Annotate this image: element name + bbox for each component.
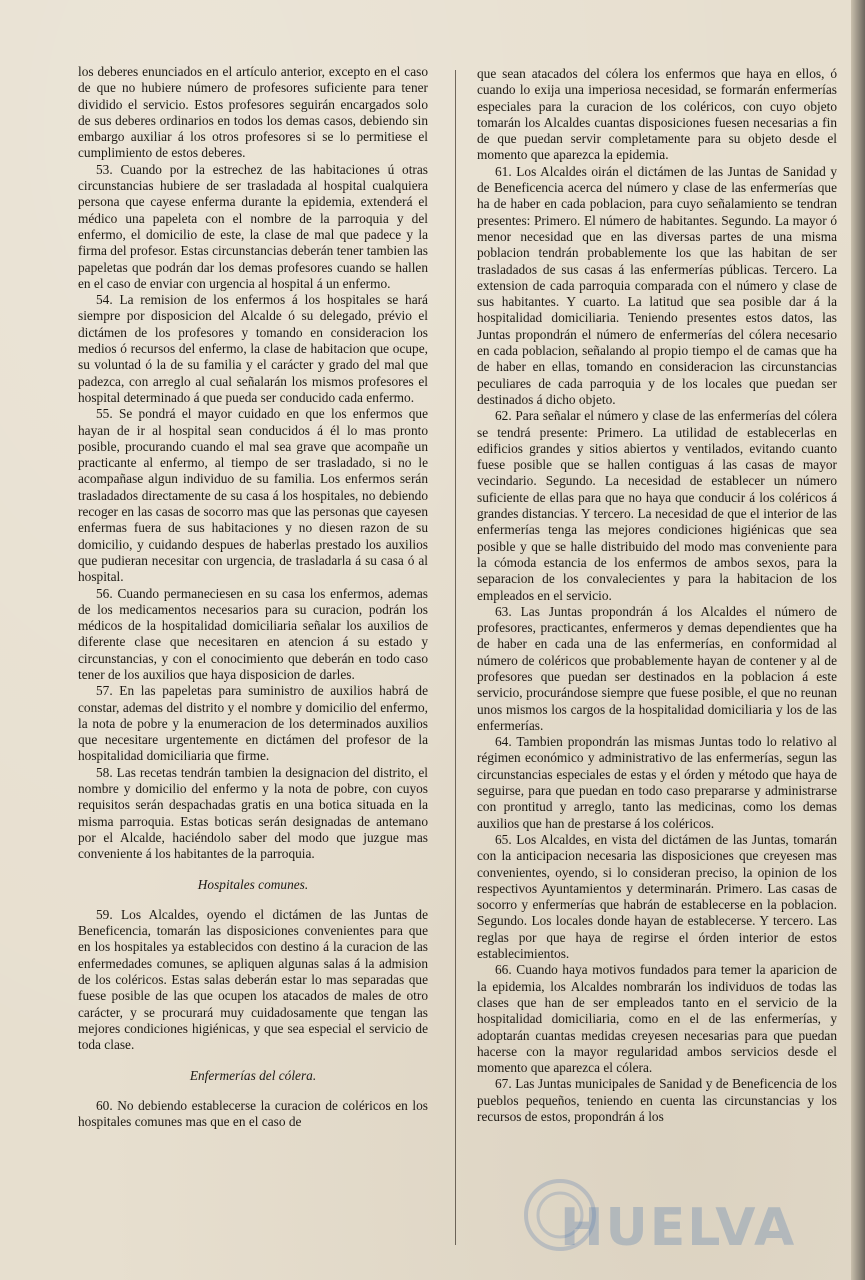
paragraph-55: 55. Se pondrá el mayor cuidado en que los enfermos que hayan de ir al hospital sean conducidos á él lo mas pronto posible, procurando cuando el mal sea grave que acompañe un practicante al enfermo, al tiempo de ser trasladado, si no le acompañase algun individuo de su familia. Los enfermos serán trasladados directamente de su casa á los hospitales, no debiendo recoger en las casas de socorro mas que las personas que cayesen enfermas fuera de sus habitaciones y no diesen razon de su domicilio, y cuidando despues de haberlas prestado los auxilios que pudieran necesitar con urgencia, de trasladarla á su casa ó al hospital. <box>78 406 428 585</box>
paragraph-62: 62. Para señalar el número y clase de las enfermerías del cólera se tendrá presente: Primero. La utilidad de establecerlas en edificios grandes y sitios abiertos y ventilados, evitando cuanto fuese posible que se hallen contiguas á las casas de mayor vecindario. Segundo. La necesidad de establecer un número suficiente de ellas para que no haya que conducir á los coléricos á grandes distancias. Y tercero. La necesidad de que el interior de las enfermerías tenga las mejores condiciones higiénicas que sea posible y que se halle distribuido del modo mas conveniente para la cómoda estancia de los enfermos de ambos sexos, para la separacion de los convalecientes y para la habitacion de los empleados en el servicio. <box>477 408 837 603</box>
paragraph-60: 60. No debiendo establecerse la curacion de coléricos en los hospitales comunes mas que en el caso de <box>78 1097 428 1130</box>
paragraph-58: 58. Las recetas tendrán tambien la designacion del distrito, el nombre y domicilio del enfermo y la nota de pobre, con cuyos requisitos serán despachadas gratis en una botica situada en la misma parroquia. Estas boticas serán designadas de antemano por el Alcalde, haciéndolo saber del modo que juzgue mas conveniente á los habitantes de la parroquia. <box>78 764 428 862</box>
paragraph-continuation: los deberes enunciados en el artículo anterior, excepto en el caso de que no hubiere número de profesores suficiente para tener dividido el servicio. Estos profesores seguirán encargados solo de sus deberes ordinarios en todos los demas casos, debiendo sin embargo auxiliar á los otros profesores si se lo permitiese el cumplimiento de estos deberes. <box>78 64 428 161</box>
watermark-text: HUELVA <box>560 1198 797 1258</box>
section-heading-enfermerias: Enfermerías del cólera. <box>189 1067 317 1083</box>
column-divider <box>455 70 456 1245</box>
paragraph-61: 61. Los Alcaldes oirán el dictámen de las Juntas de Sanidad y de Beneficencia acerca del número y clase de las enfermerías que ha de haber en cada poblacion, para cuyo señalamiento se tendran presentes: Primero. El número de habitantes. Segundo. La mayor ó menor necesidad que en las diversas partes de una misma poblacion tendrán probablemente los que las habitan de ser trasladados de sus casas á las enfermerías públicas. Tercero. La extension de cada parroquia comparada con el número y clase de sus habitantes. Y cuarto. La latitud que sea posible dar á la hospitalidad domiciliaria. Teniendo presentes estos datos, las Juntas propondrán el número de enfermerías del cólera necesario en cada poblacion, señalando al propio tiempo el de camas que ha de haber en ellas, tomando en consideracion las circunstancias peculiares de cada parroquia y de los locales que puedan ser destinados á dicho objeto. <box>477 163 837 407</box>
left-column <box>78 64 428 1254</box>
paragraph-54: 54. La remision de los enfermos á los hospitales se hará siempre por disposicion del Alcalde ó su delegado, prévio el dictámen de los profesores y tomando en consideracion los medios ó recursos del enfermo, la clase de habitacion que ocupe, su voluntad ó la de su familia y el carácter y grado del mal que padezca, con arreglo al cual señalarán los mismos profesores el hospital determinado á que pueda ser conducido cada enfermo. <box>78 292 428 405</box>
paragraph-53: 53. Cuando por la estrechez de las habitaciones ú otras circunstancias hubiere de ser trasladada al hospital cualquiera persona que cayese enferma durante la epidemia, extenderá el médico una papeleta con el nombre de la parroquia y del enfermo, el domicilio de este, la clase de mal que padece y la firma del profesor. Estas circunstancias deberán tener tambien las papeletas que podrán dar los demas profesores cuando se hallen en el caso de enviar con urgencia al hospital á un enfermo. <box>78 161 428 291</box>
paragraph-63: 63. Las Juntas propondrán á los Alcaldes el número de profesores, practicantes, enfermeros y demas dependientes que ha de haber en cada una de las enfermerías, en conformidad al número de coléricos que probablemente hayan de contener y al de profesores que puedan ser destinados en la poblacion á este servicio, procurándose siempre que fuese posible, el que no reunan unos mismos los cargos de la hospitalidad domiciliaria y los de las enfermerías. <box>477 603 837 733</box>
paragraph-67: 67. Las Juntas municipales de Sanidad y de Beneficencia de los pueblos pequeños, teniendo en cuenta las circunstancias y los recursos de estos, propondrán á los <box>477 1076 837 1124</box>
page-edge <box>851 0 865 1280</box>
paragraph-57: 57. En las papeletas para suministro de auxilios habrá de constar, ademas del distrito y el nombre y domicilio del enfermo, la nota de pobre y la enumeracion de los determinados auxilios que necesitare urgentemente en dictámen del profesor de la hospitalidad domiciliaria que firme. <box>78 683 428 764</box>
paragraph-65: 65. Los Alcaldes, en vista del dictámen de las Juntas, tomarán con la anticipacion necesaria las disposiciones que creyesen mas convenientes, oyendo, si lo consideran preciso, la opinion de los respectivos Ayuntamientos y determinarán. Primero. Las casas de socorro y enfermerías que habrán de establecerse en la poblacion. Segundo. Los locales donde hayan de establecerse. Y tercero. Las reglas por que haya de regirse el órden interior de estos establecimientos. <box>477 831 837 962</box>
section-heading-hospitales: Hospitales comunes. <box>197 876 309 892</box>
right-column <box>477 66 837 1256</box>
paragraph-56: 56. Cuando permaneciesen en su casa los enfermos, ademas de los medicamentos necesarios para su curacion, podrán los médicos de la hospitalidad domiciliaria señalar los auxilios de diferente clase que necesitaren en atencion á su estado y circunstancias, y con el conocimiento que deberán en todo caso tener de los auxilios que haya disposicion de darles. <box>78 585 428 682</box>
paragraph-64: 64. Tambien propondrán las mismas Juntas todo lo relativo al régimen económico y administrativo de las enfermerías, segun las circunstancias especiales de estas y el órden y método que haya de seguirse, para que puedan en todo caso prepararse y administrarse con prontitud y arreglo, tanto las medicinas, como los demas auxilios que han de prestarse á los coléricos. <box>477 734 837 831</box>
paragraph-59: 59. Los Alcaldes, oyendo el dictámen de las Juntas de Beneficencia, tomarán las disposiciones convenientes para que en los hospitales ya establecidos con destino á la curacion de las enfermedades comunes, se apliquen algunas salas á la admision de los coléricos. Estas salas deberán estar lo mas separadas que fuese posible de las que ocupen los atacados de males de otro carácter, y se procurará muy cuidadosamente que tengan las mejores condiciones higiénicas, y que sea especial el servicio de toda clase. <box>78 906 428 1053</box>
paragraph-66: 66. Cuando haya motivos fundados para temer la aparicion de la epidemia, los Alcaldes nombrarán los individuos de todas las clases que han de ser empleados tanto en el servicio de la hospitalidad domiciliaria, como en el de las enfermerías, y adoptarán cuantas medidas creyesen necesarias para que puedan hacerse con la mayor regularidad ambos servicios desde el momento que aparezca el cólera. <box>477 962 837 1076</box>
paragraph-60-continuation: que sean atacados del cólera los enfermos que haya en ellos, ó cuando lo exija una imperiosa necesidad, se formarán enfermerías especiales para la curacion de los coléricos, con cuyo objeto tomarán los Alcaldes cuantas disposiciones fuesen necesarias a fin de que puedan servir completamente para su objeto desde el momento que aparezca la epidemia. <box>477 66 837 163</box>
